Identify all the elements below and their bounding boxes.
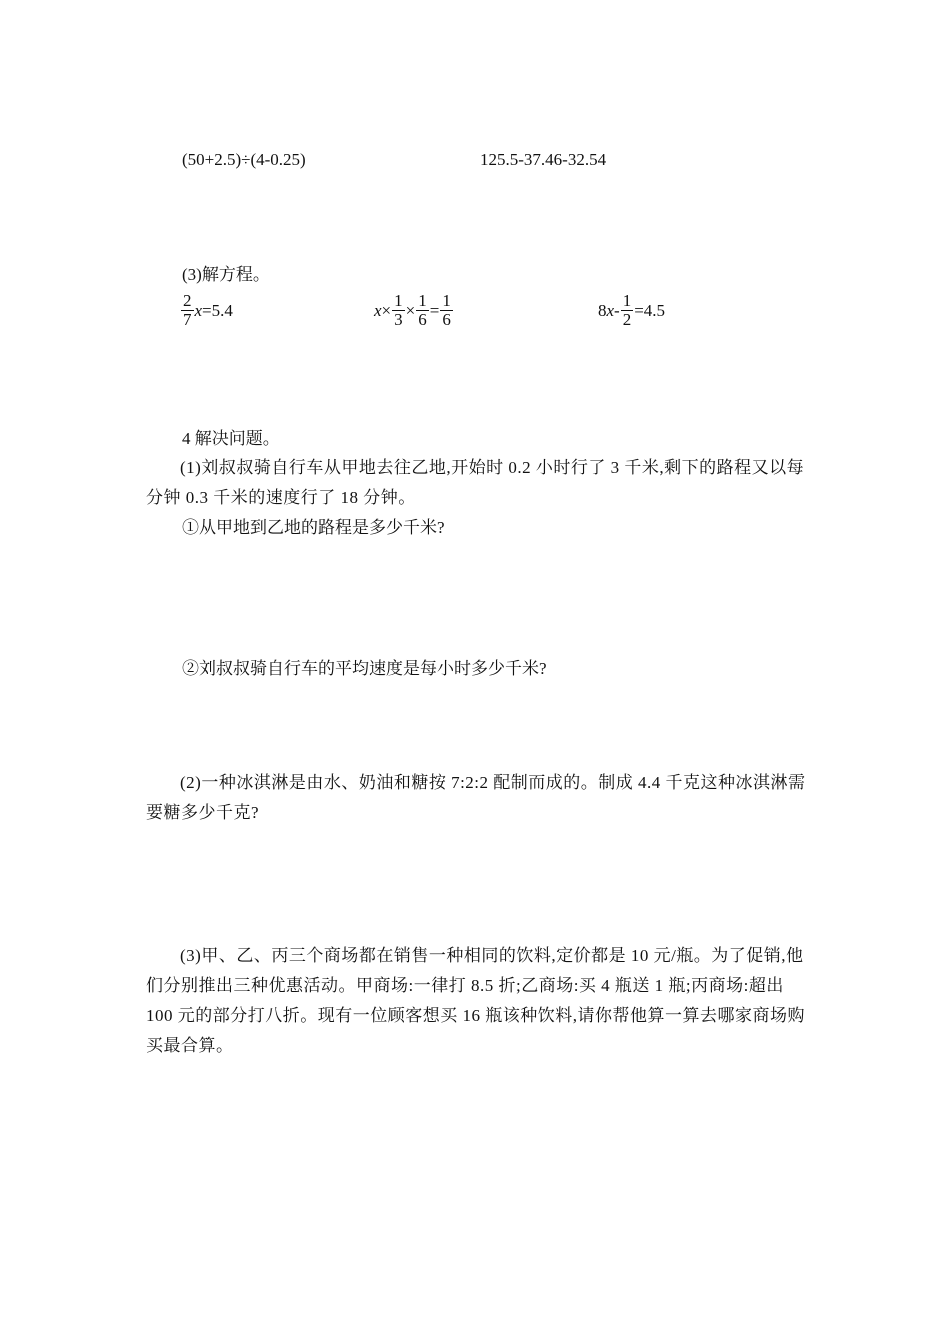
- fraction-denominator: 7: [183, 310, 192, 329]
- equation-3-operator: -: [614, 300, 620, 320]
- equations-heading: (3)解方程。: [182, 265, 270, 284]
- fraction-numerator: 1: [394, 291, 403, 310]
- calc-expression-1: (50+2.5)÷(4-0.25): [182, 150, 306, 169]
- equation-1: [180, 292, 233, 329]
- fraction-denominator: 2: [622, 310, 632, 329]
- equation-1-rest: =5.4: [202, 300, 233, 320]
- fraction-numerator: 1: [622, 291, 632, 310]
- fraction-denominator: 6: [442, 310, 451, 329]
- equation-3-coefficient: 8: [598, 300, 607, 320]
- equation-2-fraction-2: [416, 292, 429, 329]
- problems-heading: 4 解决问题。: [182, 429, 280, 448]
- equation-2: [374, 292, 454, 329]
- equation-2-operator: ×: [405, 300, 416, 320]
- equation-3-variable: x: [606, 300, 615, 320]
- calc-expression-2: 125.5-37.46-32.54: [480, 150, 607, 169]
- equation-1-variable: x: [194, 300, 203, 320]
- fraction-numerator: 1: [418, 291, 427, 310]
- equation-2-fraction-1: [392, 292, 405, 329]
- equation-2-fraction-3: [440, 292, 453, 329]
- equation-2-operator: ×: [381, 300, 392, 320]
- fraction-denominator: 3: [394, 310, 403, 329]
- equation-3-rest: =4.5: [634, 300, 666, 320]
- equation-1-fraction: [181, 292, 194, 329]
- problem-1-question-2: ②刘叔叔骑自行车的平均速度是每小时多少千米?: [182, 659, 547, 678]
- fraction-denominator: 6: [418, 310, 427, 329]
- problem-1-text: (1)刘叔叔骑自行车从甲地去往乙地,开始时 0.2 小时行了 3 千米,剩下的路程又以每分钟 0.3 千米的速度行了 18 分钟。: [146, 458, 805, 507]
- equation-2-equals: =: [429, 300, 440, 320]
- fraction-numerator: 1: [442, 291, 451, 310]
- problem-2-text: (2)一种冰淇淋是由水、奶油和糖按 7:2:2 配制而成的。制成 4.4 千克这种冰淇淋需要糖多少千克?: [146, 773, 806, 822]
- equation-3-fraction: [621, 292, 634, 329]
- equation-2-variable: x: [374, 300, 382, 320]
- equation-3: [598, 292, 665, 329]
- fraction-numerator: 2: [183, 291, 192, 310]
- problem-1-question-1: ①从甲地到乙地的路程是多少千米?: [182, 518, 445, 537]
- problem-3-text: (3)甲、乙、丙三个商场都在销售一种相同的饮料,定价都是 10 元/瓶。为了促销,他们分别推出三种优惠活动。甲商场:一律打 8.5 折;乙商场:买 4 瓶送 1 瓶;丙商场:超出 100 元的部分打八折。现有一位顾客想买 16 瓶该种饮料,请你帮他算一算去哪家商场购买最合算。: [146, 946, 805, 1055]
